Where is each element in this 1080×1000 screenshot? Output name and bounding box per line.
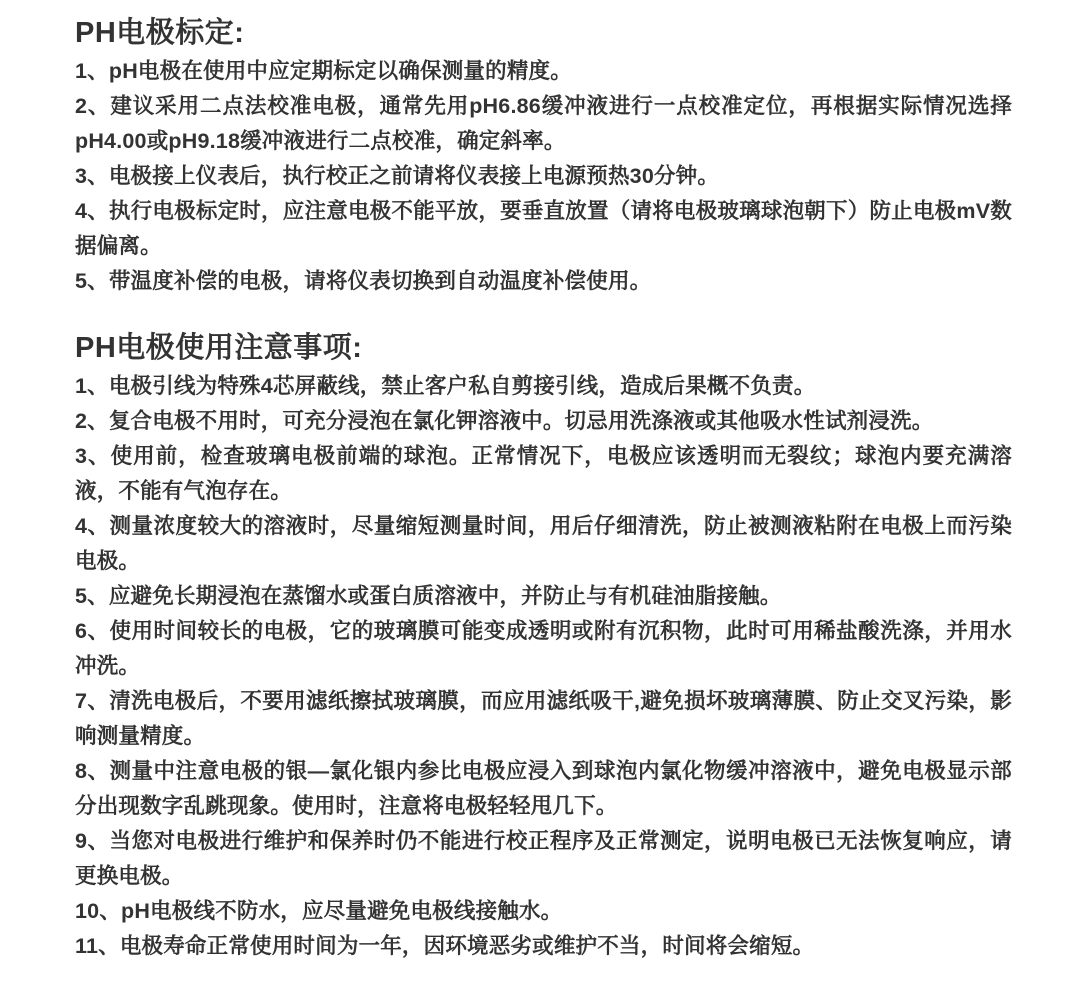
list-item: 5、带温度补偿的电极，请将仪表切换到自动温度补偿使用。 — [75, 269, 652, 293]
list-item: 4、测量浓度较大的溶液时，尽量缩短测量时间，用后仔细清洗，防止被测液粘附在电极上而污染电极。 — [75, 514, 1012, 573]
list-item: 5、应避免长期浸泡在蒸馏水或蛋白质溶液中，并防止与有机硅油脂接触。 — [75, 584, 782, 608]
section-heading-calibration: PH电极标定: — [75, 17, 245, 49]
list-item: 8、测量中注意电极的银—氯化银内参比电极应浸入到球泡内氯化物缓冲溶液中，避免电极显示部分出现数字乱跳现象。使用时，注意将电极轻轻甩几下。 — [75, 759, 1012, 818]
list-item: 3、使用前，检查玻璃电极前端的球泡。正常情况下，电极应该透明而无裂纹；球泡内要充满溶液，不能有气泡存在。 — [75, 444, 1012, 503]
section-heading-precautions: PH电极使用注意事项: — [75, 332, 363, 364]
list-item: 3、电极接上仪表后，执行校正之前请将仪表接上电源预热30分钟。 — [75, 164, 720, 188]
list-item: 2、建议采用二点法校准电极，通常先用pH6.86缓冲液进行一点校准定位，再根据实际情况选择pH4.00或pH9.18缓冲液进行二点校准，确定斜率。 — [75, 94, 1012, 153]
list-item: 9、当您对电极进行维护和保养时仍不能进行校正程序及正常测定，说明电极已无法恢复响应，请更换电极。 — [75, 829, 1012, 888]
list-item: 1、pH电极在使用中应定期标定以确保测量的精度。 — [75, 59, 572, 83]
section-calibration — [75, 12, 1012, 299]
list-item: 1、电极引线为特殊4芯屏蔽线，禁止客户私自剪接引线，造成后果概不负责。 — [75, 374, 816, 398]
list-item: 7、清洗电极后，不要用滤纸擦拭玻璃膜，而应用滤纸吸干,避免损坏玻璃薄膜、防止交叉污染，影响测量精度。 — [75, 689, 1012, 748]
section-precautions — [75, 327, 1012, 964]
list-item: 4、执行电极标定时，应注意电极不能平放，要垂直放置（请将电极玻璃球泡朝下）防止电极mV数据偏离。 — [75, 199, 1013, 258]
list-item: 6、使用时间较长的电极，它的玻璃膜可能变成透明或附有沉积物，此时可用稀盐酸洗涤，并用水冲洗。 — [75, 619, 1012, 678]
list-item: 2、复合电极不用时，可充分浸泡在氯化钾溶液中。切忌用洗涤液或其他吸水性试剂浸洗。 — [75, 409, 934, 433]
list-item: 11、电极寿命正常使用时间为一年，因环境恶劣或维护不当，时间将会缩短。 — [75, 934, 815, 958]
list-item: 10、pH电极线不防水，应尽量避免电极线接触水。 — [75, 899, 563, 923]
